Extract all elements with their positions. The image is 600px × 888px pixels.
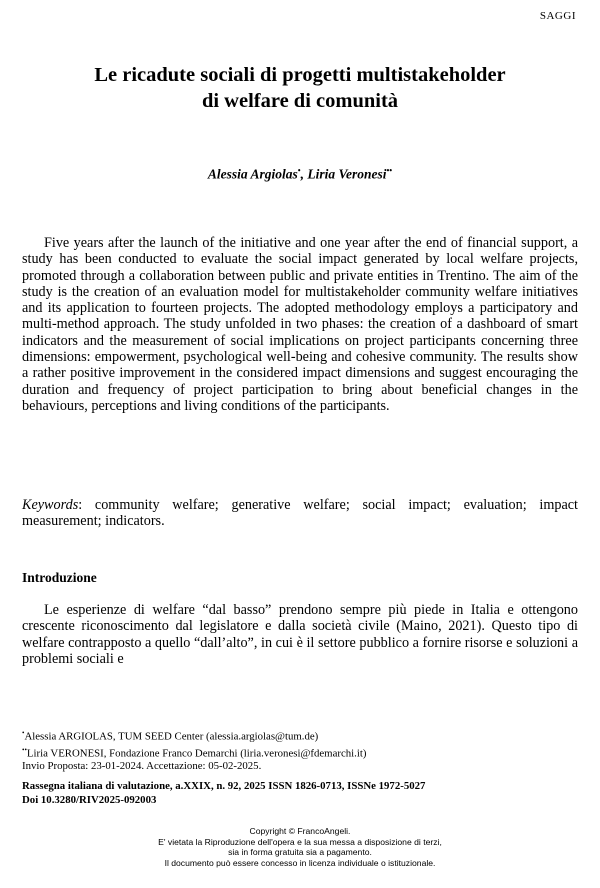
footnote-2 <box>22 744 578 761</box>
section-heading: Introduzione <box>22 570 97 585</box>
author-1-footnote-mark: • <box>297 166 301 175</box>
author-list <box>20 166 580 183</box>
author-1: Alessia Argiolas <box>207 166 298 182</box>
footnote-1-mark: • <box>22 729 25 737</box>
submission-dates: Invio Proposta: 23-01-2024. Accettazione: 05-02-2025. <box>22 760 262 773</box>
footnote-1 <box>22 727 578 744</box>
intro-paragraph: Le esperienze di welfare “dal basso” prendono sempre più piede in Italia e ottengono crescente riconoscimento dal legislatore e dalla società civile (Maino, 2021). Questo tipo di welfare contrapposto a quello “dall’alto”, in cui è il settore pubblico a fornire risorse e soluzioni a problemi sociali e <box>22 602 578 667</box>
title-line-1: Le ricadute sociali di progetti multistakeholder <box>94 64 506 86</box>
author-2-footnote-mark: •• <box>386 166 393 175</box>
author-2: Liria Veronesi <box>307 166 387 182</box>
journal-citation: Rassegna italiana di valutazione, a.XXIX, n. 92, 2025 ISSN 1826-0713, ISSNe 1972-5027 <box>22 780 426 792</box>
copyright-line-1: Copyright © FrancoAngeli. <box>249 826 351 836</box>
copyright-line-2: E' vietata la Riproduzione dell'opera e la sua messa a disposizione di terzi, <box>158 836 442 847</box>
abstract: Five years after the launch of the initiative and one year after the end of financial support, a study has been conducted to evaluate the social impact generated by local welfare projects, promoted through a collaboration between public and private entities in Trentino. The aim of the study is the creation of an evaluation model for multistakeholder community welfare initiatives and its application to fourteen projects. The adopted methodology employs a participatory and multi-method approach. The study unfolded in two phases: the creation of a dashboard of smart indicators and the measurement of social implications on project participants concerning three dimensions: empowerment, psychological well-being and cohesive community. The results show a rather positive improvement in the considered impact dimensions and suggest encouraging the duration and frequency of project participation to bring about beneficial changes in the behaviours, perceptions and living conditions of the participants. <box>22 235 578 414</box>
footnote-2-text: Liria VERONESI, Fondazione Franco Demarchi (liria.veronesi@fdemarchi.it) <box>26 747 367 760</box>
journal-info <box>22 780 578 807</box>
author-separator: , <box>300 166 308 182</box>
footnote-1-text: Alessia ARGIOLAS, TUM SEED Center (alessia.argiolas@tum.de) <box>24 730 319 743</box>
copyright-line-4: Il documento può essere concesso in licenza individuale o istituzionale. <box>164 857 436 868</box>
section-tag: SAGGI <box>539 10 576 22</box>
copyright-line-3: sia in forma gratuita sia a pagamento. <box>228 847 372 858</box>
journal-doi: Doi 10.3280/RIV2025-092003 <box>22 793 157 806</box>
keywords-label: Keywords <box>22 497 79 513</box>
footnote-2-mark: •• <box>22 745 27 754</box>
keywords <box>22 497 578 530</box>
keywords-text: : community welfare; generative welfare; social impact; evaluation; impact measurement; indicators. <box>22 497 578 530</box>
article-title <box>20 62 580 114</box>
copyright-notice <box>20 826 580 868</box>
footnotes <box>22 727 578 773</box>
title-line-2: di welfare di comunità <box>201 90 399 112</box>
